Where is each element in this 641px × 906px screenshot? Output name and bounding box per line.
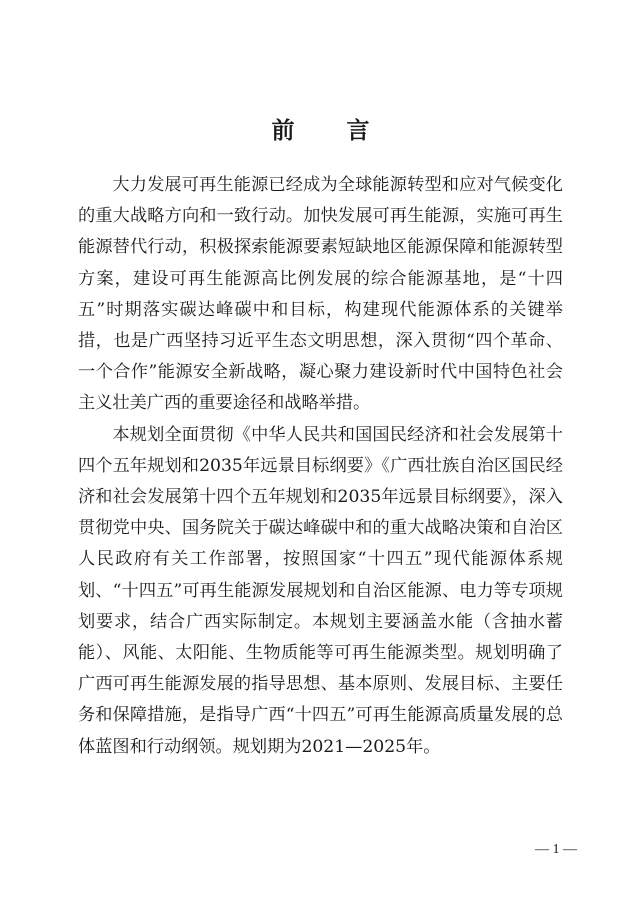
paragraph-2: 本规划全面贯彻《中华人民共和国国民经济和社会发展第十四个五年规划和2035年远景目标纲要》《广西壮族自治区国民经济和社会发展第十四个五年规划和2035年远景目标纲要》，深入贯彻党中央、国务院关于碳达峰碳中和的重大战略决策和自治区人民政府有关工作部署，按照国家“十四五”现代能源体系规划、“十四五”可再生能源发展规划和自治区能源、电力等专项规划要求，结合广西实际制定。本规划主要涵盖水能（含抽水蓄能）、风能、太阳能、生物质能等可再生能源类型。规划明确了广西可再生能源发展的指导思想、基本原则、发展目标、主要任务和保障措施，是指导广西“十四五”可再生能源高质量发展的总体蓝图和行动纲领。规划期为2021—2025年。 bbox=[78, 424, 563, 757]
page-title: 前 言 bbox=[271, 117, 392, 144]
paragraph-1: 大力发展可再生能源已经成为全球能源转型和应对气候变化的重大战略方向和一致行动。加快发展可再生能源，实施可再生能源替代行动，积极探索能源要素短缺地区能源保障和能源转型方案，建设可再生能源高比例发展的综合能源基地，是“十四五”时期落实碳达峰碳中和目标，构建现代能源体系的关键举措，也是广西坚持习近平生态文明思想，深入贯彻“四个革命、一个合作”能源安全新战略，凝心聚力建设新时代中国特色社会主义壮美广西的重要途径和战略举措。 bbox=[78, 175, 563, 414]
page-number: — 1 — bbox=[535, 842, 577, 857]
body-text bbox=[78, 170, 563, 763]
